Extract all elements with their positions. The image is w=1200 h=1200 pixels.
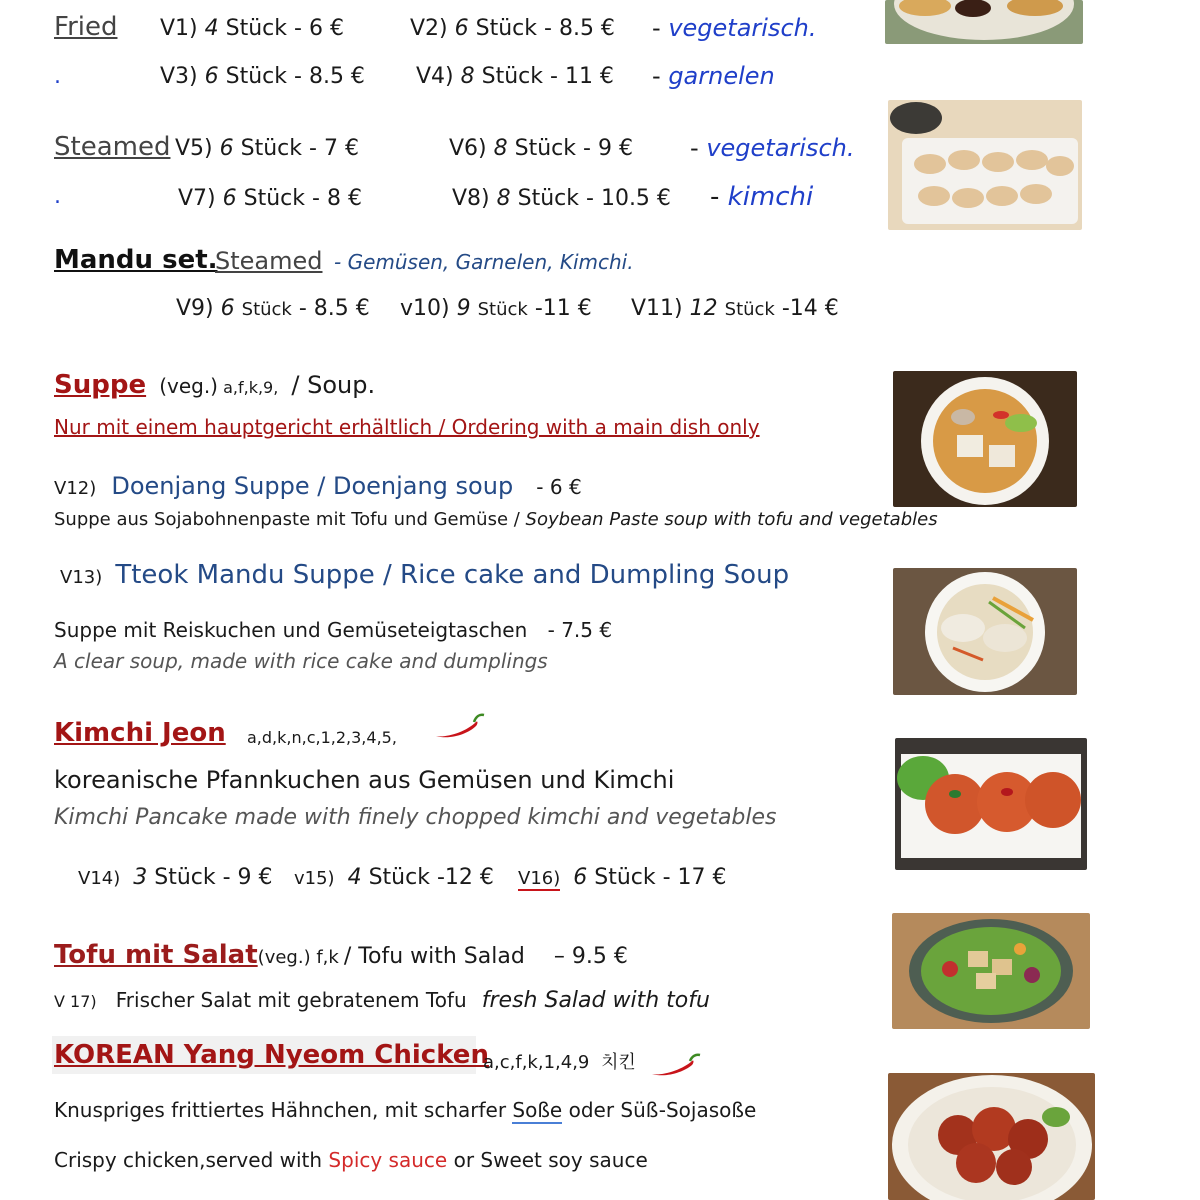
- v6-item: [449, 136, 633, 161]
- desc-de-sauce: Soße: [512, 1098, 563, 1122]
- item-unit: Stück: [477, 299, 528, 320]
- item-price: - 17 €: [662, 865, 727, 890]
- note-text: garnelen: [668, 62, 775, 90]
- chicken-allergens: [483, 1048, 636, 1074]
- note-text: vegetarisch.: [668, 14, 817, 42]
- item-unit: Stück: [594, 865, 656, 890]
- v12-description: [54, 509, 938, 530]
- item-unit: Stück: [225, 64, 288, 89]
- suppe-title: Suppe: [54, 370, 147, 400]
- item-code: V8): [452, 186, 490, 211]
- v13-heading: [60, 560, 789, 590]
- item-code: V12): [54, 478, 97, 499]
- item-qty: 4: [204, 16, 219, 41]
- item-qty: 8: [493, 136, 508, 161]
- v16-item: [518, 865, 727, 890]
- v12-heading: [54, 472, 582, 500]
- desc-en-spicy: Spicy sauce: [328, 1148, 448, 1172]
- item-price: - 6 €: [294, 16, 344, 41]
- v8-item: [452, 186, 671, 211]
- item-qty: 8: [496, 186, 511, 211]
- item-qty: 8: [460, 64, 475, 89]
- item-qty: 6: [454, 16, 469, 41]
- chicken-photo: [888, 1073, 1095, 1200]
- steamed-title: Steamed: [54, 132, 171, 162]
- item-code: V3): [160, 64, 198, 89]
- item-code: V1): [160, 16, 198, 41]
- v13-description-en: A clear soup, made with rice cake and dumplings: [54, 649, 548, 673]
- chili-pepper-icon: [432, 712, 486, 742]
- item-unit: Stück: [241, 299, 292, 320]
- doenjang-soup-photo: [893, 371, 1077, 507]
- chili-pepper-icon: [648, 1052, 702, 1080]
- item-unit: Stück: [475, 16, 538, 41]
- desc-de-2: oder Süß-Sojasoße: [568, 1098, 757, 1122]
- item-price: -14 €: [781, 296, 839, 321]
- item-code: V13): [60, 567, 103, 588]
- item-price: - 9 €: [222, 865, 273, 890]
- kimchi-jeon-title: Kimchi Jeon: [54, 718, 226, 748]
- mandu-set-fillings: - Gemüsen, Garnelen, Kimchi.: [334, 250, 634, 274]
- dash: -: [690, 134, 699, 162]
- item-unit: Stück: [243, 186, 306, 211]
- kimchi-jeon-desc-en: Kimchi Pancake made with finely chopped kimchi and vegetables: [54, 805, 777, 830]
- v4-note: [652, 62, 775, 90]
- v7-item: [178, 186, 362, 211]
- v1-item: [160, 16, 344, 41]
- desc-en: Soybean Paste soup with tofu and vegetables: [525, 509, 938, 530]
- v4-item: [416, 64, 614, 89]
- v2-note: [652, 14, 816, 42]
- dash: -: [652, 62, 661, 90]
- v3-item: [160, 64, 365, 89]
- desc-de: Suppe mit Reiskuchen und Gemüseteigtaschen: [54, 618, 528, 642]
- v10-item: [400, 296, 592, 321]
- item-price: - 7.5 €: [547, 618, 613, 642]
- mandu-set-title: Mandu set.: [54, 245, 218, 275]
- item-unit: Stück: [724, 299, 775, 320]
- item-name: Tteok Mandu Suppe / Rice cake and Dumpling Soup: [115, 560, 790, 590]
- item-unit: Stück: [514, 136, 577, 161]
- tteok-mandu-soup-photo: [893, 568, 1077, 695]
- tofu-english: / Tofu with Salad: [343, 944, 525, 969]
- item-price: - 11 €: [550, 64, 614, 89]
- suppe-heading: [54, 370, 375, 400]
- desc-de: Suppe aus Sojabohnenpaste mit Tofu und Gemüse /: [54, 509, 520, 530]
- note-text: kimchi: [727, 182, 814, 212]
- kimchi-jeon-allergens: a,d,k,n,c,1,2,3,4,5,: [247, 728, 397, 747]
- dot-marker: .: [54, 64, 61, 89]
- item-qty: 9: [456, 296, 471, 321]
- item-code: V6): [449, 136, 487, 161]
- chicken-title: KOREAN Yang Nyeom Chicken: [54, 1040, 489, 1070]
- v11-item: [631, 296, 839, 321]
- item-code: v10): [400, 296, 450, 321]
- item-qty: 6: [222, 186, 237, 211]
- item-code: V9): [176, 296, 214, 321]
- item-qty: 6: [573, 865, 588, 890]
- v13-description: [54, 618, 612, 642]
- item-price: - 6 €: [536, 475, 582, 499]
- item-price: - 8.5 €: [294, 64, 365, 89]
- mandu-set-subtitle: Steamed: [215, 247, 323, 275]
- desc-de-1: Knuspriges frittiertes Hähnchen, mit scharfer: [54, 1098, 507, 1122]
- item-code: v15): [294, 868, 335, 889]
- item-qty: 4: [347, 865, 362, 890]
- item-code: V2): [410, 16, 448, 41]
- item-qty: 6: [219, 136, 234, 161]
- steamed-dumplings-photo: [888, 100, 1082, 230]
- suppe-veg: (veg.): [159, 374, 218, 398]
- suppe-english: / Soup.: [291, 371, 376, 399]
- kimchi-jeon-photo: [895, 738, 1087, 870]
- item-price: -11 €: [534, 296, 592, 321]
- tofu-price: – 9.5 €: [553, 944, 628, 969]
- desc-de: Frischer Salat mit gebratenem Tofu: [115, 988, 467, 1012]
- item-code: V16): [518, 868, 561, 889]
- item-price: - 8.5 €: [298, 296, 370, 321]
- item-unit: Stück: [517, 186, 580, 211]
- item-price: - 8.5 €: [544, 16, 615, 41]
- item-price: - 10.5 €: [586, 186, 671, 211]
- tofu-heading: [54, 940, 628, 970]
- item-unit: Stück: [154, 865, 216, 890]
- v6-note: [690, 134, 854, 162]
- allergens: a,c,f,k,1,4,9: [483, 1052, 590, 1073]
- v2-item: [410, 16, 615, 41]
- item-unit: Stück: [240, 136, 303, 161]
- v5-item: [175, 136, 359, 161]
- fried-dumplings-photo: [885, 0, 1083, 44]
- tofu-title: Tofu mit Salat: [54, 940, 258, 970]
- chicken-desc-en: [54, 1148, 648, 1172]
- tofu-salad-photo: [892, 913, 1090, 1029]
- item-unit: Stück: [481, 64, 544, 89]
- fried-title: Fried: [54, 12, 118, 42]
- desc-en-2: or Sweet soy sauce: [453, 1148, 648, 1172]
- item-code: V5): [175, 136, 213, 161]
- item-code: V 17): [54, 992, 97, 1011]
- v14-item: [78, 865, 273, 890]
- kimchi-jeon-desc-de: koreanische Pfannkuchen aus Gemüsen und Kimchi: [54, 766, 675, 794]
- item-unit: Stück: [368, 865, 430, 890]
- item-code: V7): [178, 186, 216, 211]
- dot-marker: .: [54, 184, 61, 209]
- v8-note: [710, 182, 813, 212]
- v15-item: [294, 865, 494, 890]
- dash: -: [652, 14, 661, 42]
- note-text: vegetarisch.: [706, 134, 855, 162]
- item-price: -12 €: [436, 865, 494, 890]
- dash: -: [710, 182, 720, 212]
- item-qty: 3: [133, 865, 148, 890]
- item-name: Doenjang Suppe / Doenjang soup: [111, 472, 514, 500]
- item-unit: Stück: [225, 16, 288, 41]
- item-code: V4): [416, 64, 454, 89]
- suppe-notice: Nur mit einem hauptgericht erhältlich / Ordering with a main dish only: [54, 415, 760, 439]
- item-code: V14): [78, 868, 121, 889]
- item-qty: 12: [689, 296, 718, 321]
- item-code: V11): [631, 296, 683, 321]
- suppe-allergens: a,f,k,9,: [223, 378, 279, 397]
- chicken-desc-de: [54, 1098, 756, 1122]
- item-price: - 7 €: [309, 136, 359, 161]
- item-qty: 6: [204, 64, 219, 89]
- v9-item: [176, 296, 370, 321]
- v17-description: [54, 988, 710, 1013]
- korean-label: 치킨: [601, 1052, 636, 1073]
- desc-en: fresh Salad with tofu: [481, 988, 710, 1013]
- desc-en-1: Crispy chicken,served with: [54, 1148, 323, 1172]
- item-price: - 8 €: [312, 186, 362, 211]
- tofu-veg: (veg.) f,k: [257, 947, 339, 968]
- item-qty: 6: [220, 296, 235, 321]
- item-price: - 9 €: [583, 136, 633, 161]
